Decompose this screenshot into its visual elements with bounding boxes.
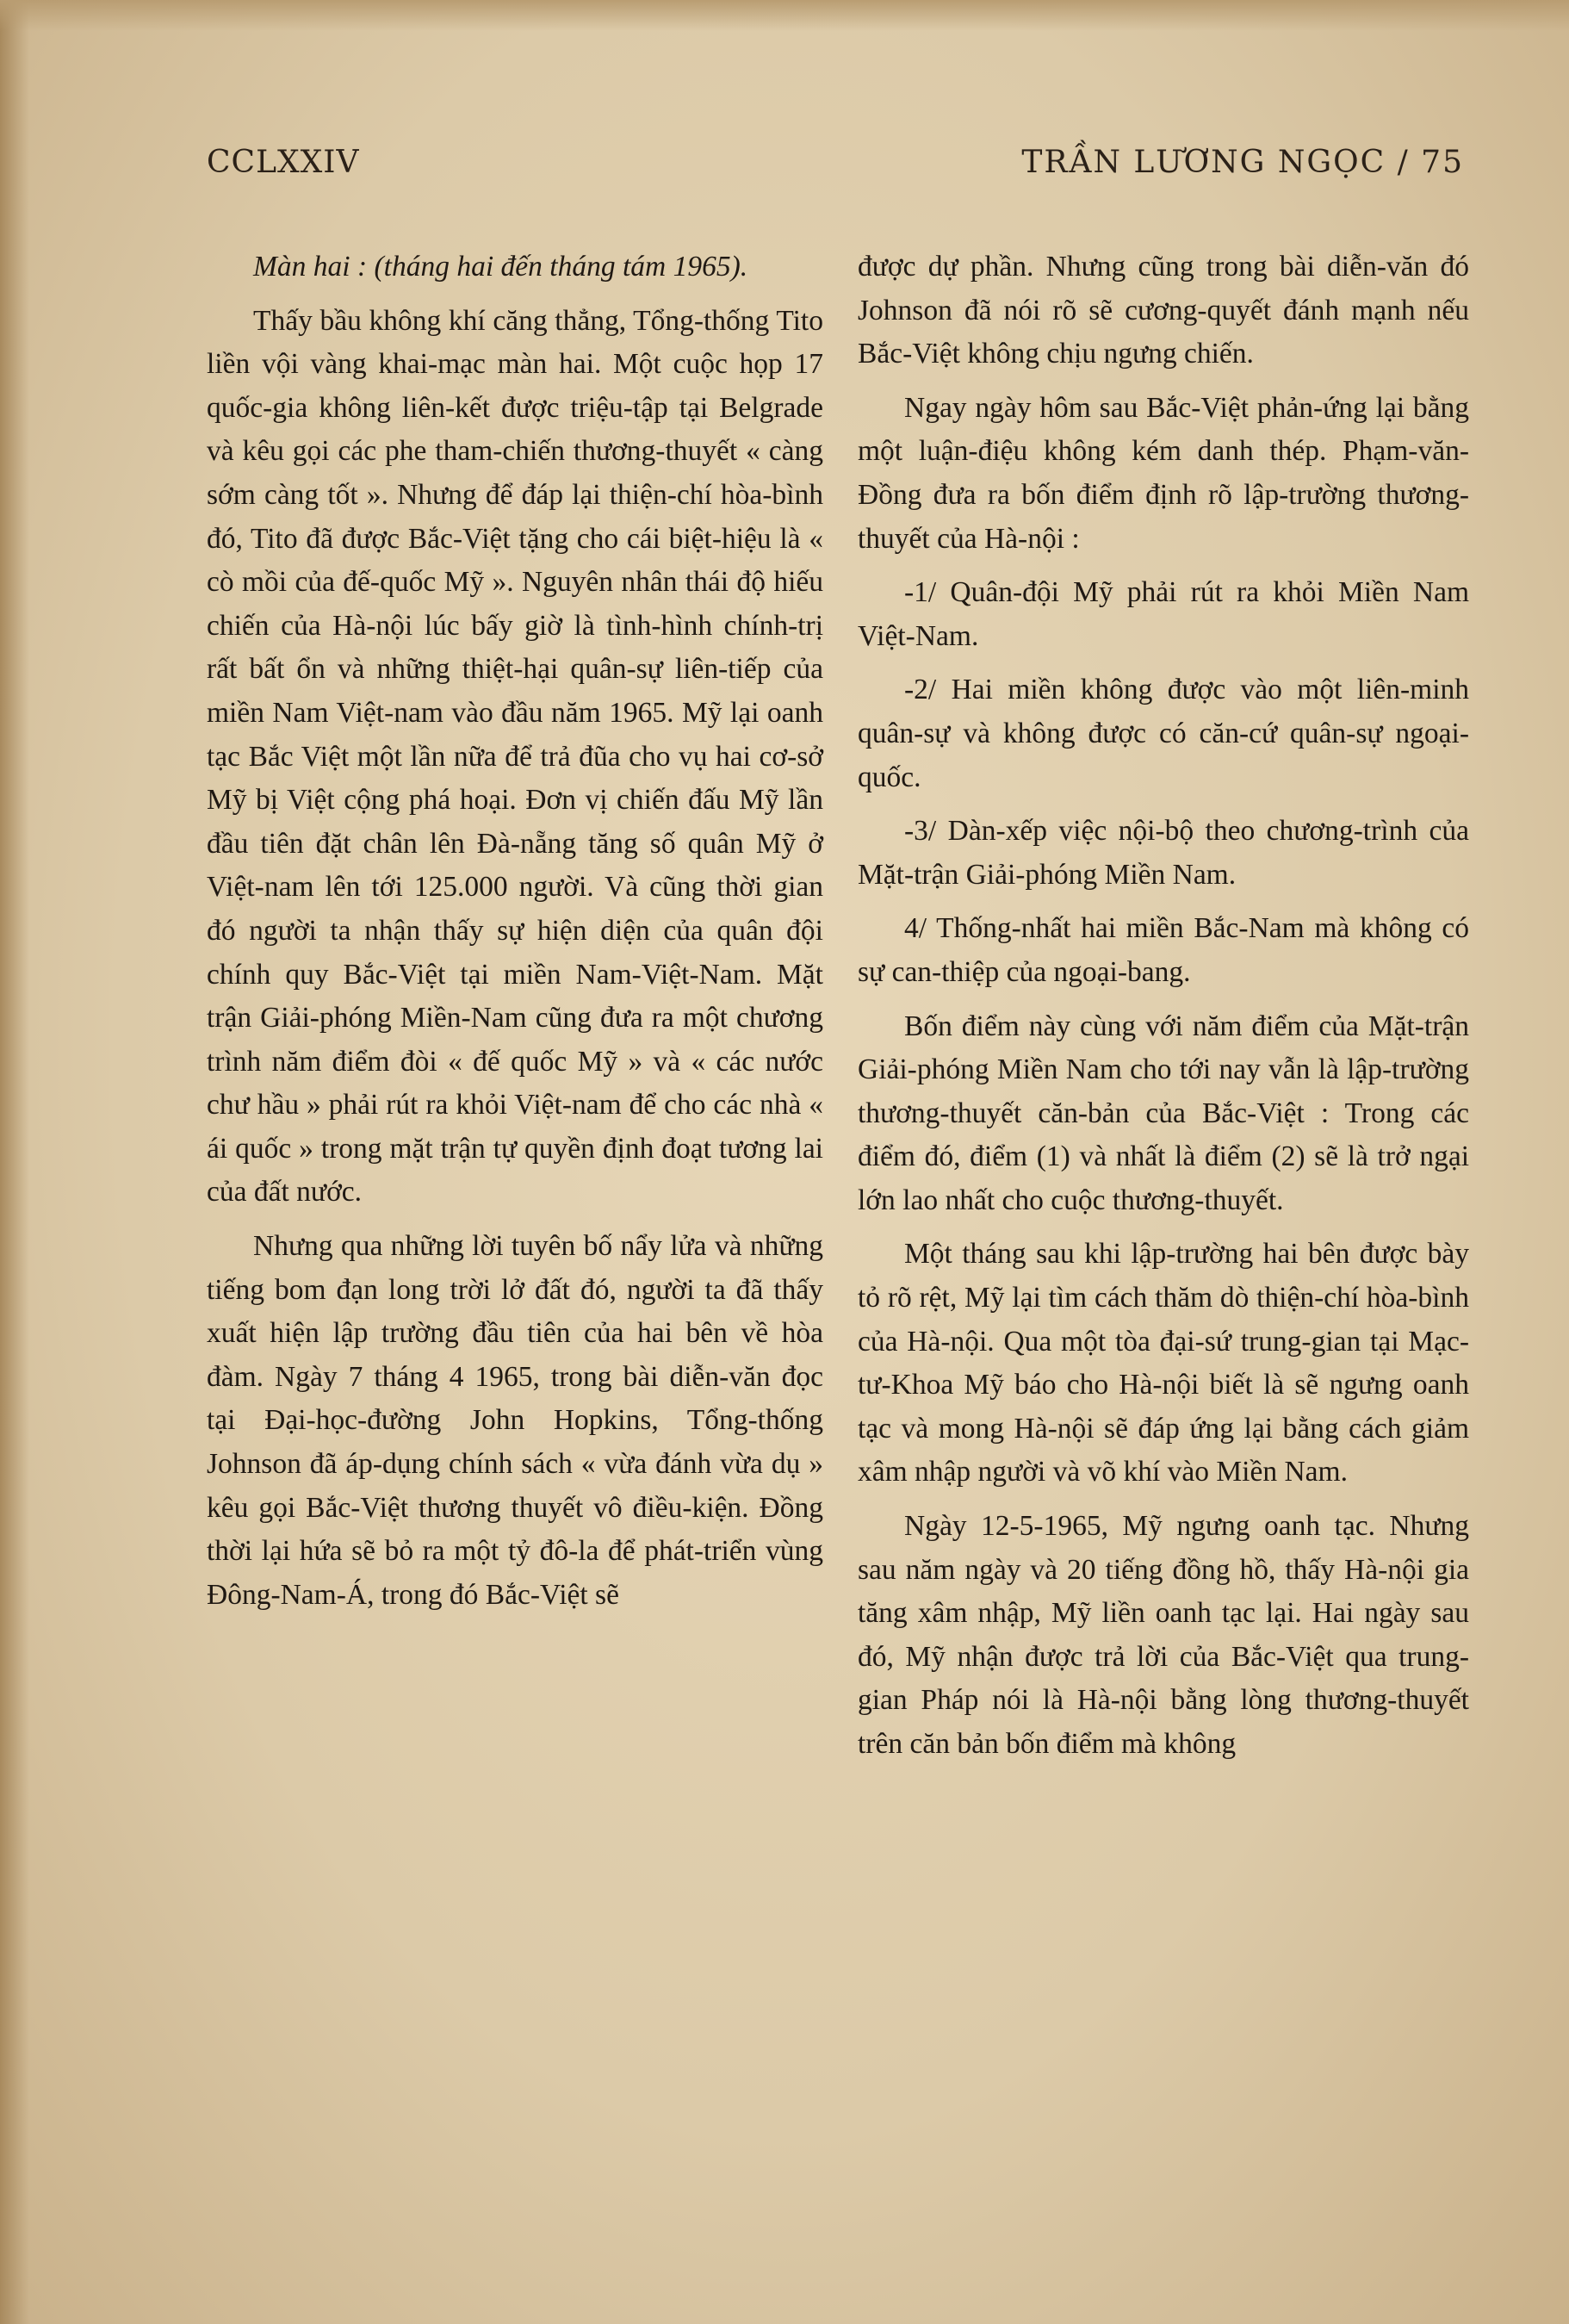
list-item-point-4: 4/ Thống-nhất hai miền Bắc-Nam mà không có sự can-thiệp của ngoại-bang. xyxy=(858,912,1469,988)
page-header-author-page-number: TRẦN LƯƠNG NGỌC / 75 xyxy=(1021,145,1464,180)
page-header-roman-number: CCLXXIV xyxy=(207,145,360,180)
paragraph: Ngay ngày hôm sau Bắc-Việt phản-ứng lại bằng một luận-điệu không kém danh thép. Phạm-văn-Đồng đưa ra bốn điểm định rõ lập-trường thương-thuyết của Hà-nội : xyxy=(858,391,1469,555)
page-edge-shadow-left xyxy=(0,0,29,2324)
list-item-point-2: -2/ Hai miền không được vào một liên-minh quân-sự và không được có căn-cứ quân-sự ngoại-quốc. xyxy=(858,674,1469,793)
section-heading: Màn hai : (tháng hai đến tháng tám 1965). xyxy=(253,251,748,283)
paragraph: Thấy bầu không khí căng thẳng, Tổng-thống Tito liền vội vàng khai-mạc màn hai. Một cuộc họp 17 quốc-gia không liên-kết được triệu-tập tại Belgrade và kêu gọi các phe tham-chiến thương-thuyết « càng sớm càng tốt ». Nhưng để đáp lại thiện-chí hòa-bình đó, Tito đã được Bắc-Việt tặng cho cái biệt-hiệu là « cò mồi của đế-quốc Mỹ ». Nguyên nhân thái độ hiếu chiến của Hà-nội lúc bấy giờ là tình-hình chính-trị rất bất ổn và những thiệt-hại quân-sự liên-tiếp của miền Nam Việt-nam vào đầu năm 1965. Mỹ lại oanh tạc Bắc Việt một lần nữa để trả đũa cho vụ hai cơ-sở Mỹ bị Việt cộng phá hoại. Đơn vị chiến đấu Mỹ lần đầu tiên đặt chân lên Đà-nẵng tăng số quân Mỹ ở Việt-nam lên tới 125.000 người. Và cũng thời gian đó người ta nhận thấy sự hiện diện của quân đội chính quy Bắc-Việt tại miền Nam-Việt-Nam. Mặt trận Giải-phóng Miền-Nam cũng đưa ra một chương trình năm điểm đòi « đế quốc Mỹ » và « các nước chư hầu » phải rút ra khỏi Việt-nam để cho các nhà « ái quốc » trong mặt trận tự quyền định đoạt tương lai của đất nước. xyxy=(207,304,823,1209)
paragraph: Nhưng qua những lời tuyên bố nẩy lửa và những tiếng bom đạn long trời lở đất đó, người ta đã thấy xuất hiện lập trường đầu tiên của hai bên về hòa đàm. Ngày 7 tháng 4 1965, trong bài diễn-văn đọc tại Đại-học-đường John Hopkins, Tổng-thống Johnson đã áp-dụng chính sách « vừa đánh vừa dụ » kêu gọi Bắc-Việt thương thuyết vô điều-kiện. Đồng thời lại hứa sẽ bỏ ra một tỷ đô-la để phát-triển vùng Đông-Nam-Á, trong đó Bắc-Việt sẽ xyxy=(207,1230,823,1611)
list-item-point-3: -3/ Dàn-xếp việc nội-bộ theo chương-trình của Mặt-trận Giải-phóng Miền Nam. xyxy=(858,815,1469,891)
paragraph: Một tháng sau khi lập-trường hai bên được bày tỏ rõ rệt, Mỹ lại tìm cách thăm dò thiện-chí hòa-bình của Hà-nội. Qua một tòa đại-sứ trung-gian tại Mạc-tư-Khoa Mỹ báo cho Hà-nội biết là sẽ ngưng oanh tạc và mong Hà-nội sẽ đáp ứng lại bằng cách giảm xâm nhập người và võ khí vào Miền Nam. xyxy=(858,1238,1469,1488)
paragraph-continued: được dự phần. Nhưng cũng trong bài diễn-văn đó Johnson đã nói rõ sẽ cương-quyết đánh mạnh nếu Bắc-Việt không chịu ngưng chiến. xyxy=(858,251,1469,370)
paragraph: Ngày 12-5-1965, Mỹ ngưng oanh tạc. Nhưng sau năm ngày và 20 tiếng đồng hồ, thấy Hà-nội gia tăng xâm nhập, Mỹ liền oanh tạc lại. Hai ngày sau đó, Mỹ nhận được trả lời của Bắc-Việt qua trung-gian Pháp nói là Hà-nội bằng lòng thương-thuyết trên căn bản bốn điểm mà không xyxy=(858,1510,1469,1760)
list-item-point-1: -1/ Quân-đội Mỹ phải rút ra khỏi Miền Nam Việt-Nam. xyxy=(858,576,1469,652)
page-edge-shadow-top xyxy=(0,0,1569,31)
right-text-column xyxy=(858,245,1469,1767)
paragraph: Bốn điểm này cùng với năm điểm của Mặt-trận Giải-phóng Miền Nam cho tới nay vẫn là lập-trường thương-thuyết căn-bản của Bắc-Việt : Trong các điểm đó, điểm (1) và nhất là điểm (2) sẽ là trở ngại lớn lao nhất cho cuộc thương-thuyết. xyxy=(858,1010,1469,1216)
left-text-column xyxy=(207,245,823,1617)
